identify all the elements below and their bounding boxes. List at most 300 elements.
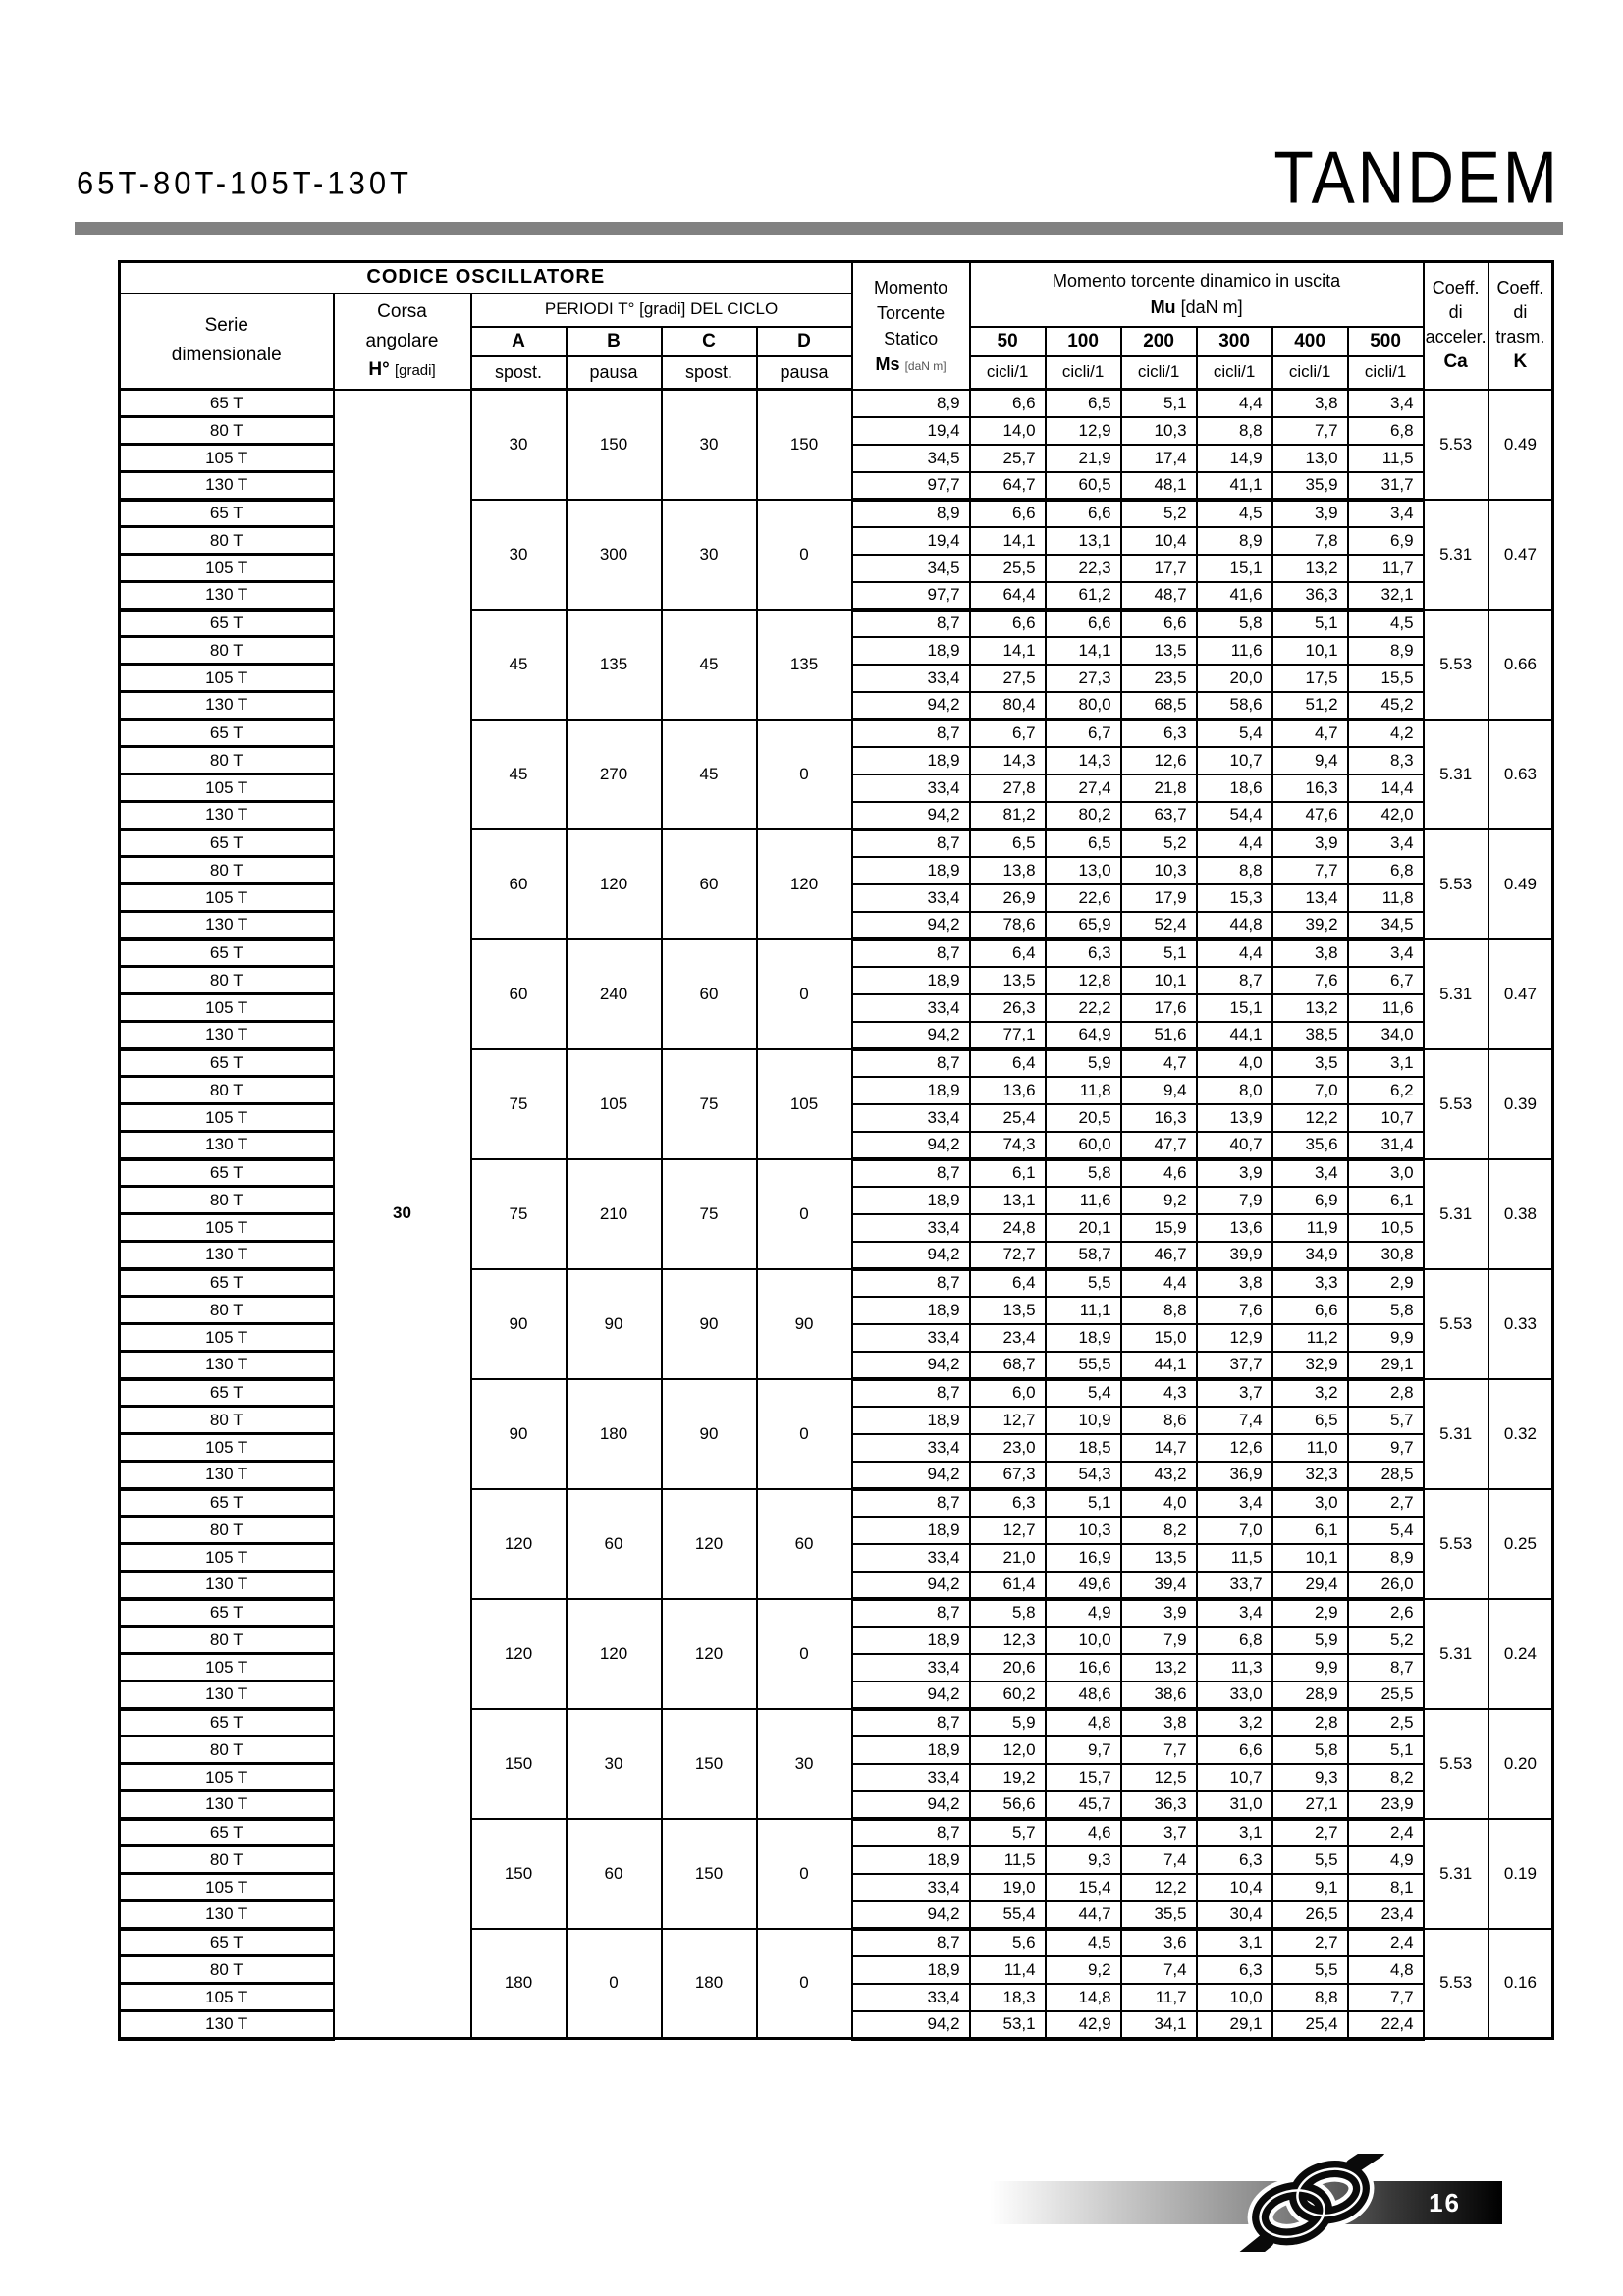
mu-value-300: 33,0 [1197,1682,1272,1709]
mu-value-50: 23,4 [970,1324,1046,1352]
mu-value-50: 13,1 [970,1187,1046,1214]
mu-value-50: 11,5 [970,1846,1046,1874]
corsa-line1: Corsa [377,301,427,323]
mu-value-500: 3,4 [1348,939,1424,967]
corsa-line2: angolare [365,330,439,351]
period-d-value: 0 [757,1599,852,1709]
ca-value: 5.53 [1424,1489,1488,1599]
header-serie-dimensionale [120,294,334,390]
k-symbol: K [1513,351,1528,373]
mu-value-200: 5,2 [1121,829,1197,857]
serie-label: 65 T [120,1929,334,1956]
mu-value-200: 5,2 [1121,500,1197,527]
ms-value: 8,9 [852,390,970,417]
serie-label: 130 T [120,1132,334,1159]
mu-value-100: 11,6 [1046,1187,1121,1214]
ms-value: 18,9 [852,1517,970,1544]
ms-value: 33,4 [852,1434,970,1462]
mu-value-200: 7,7 [1121,1736,1197,1764]
ms-value: 97,7 [852,472,970,500]
mu-title: Momento torcente dinamico in uscita [1053,270,1341,291]
mu-value-300: 10,7 [1197,1764,1272,1791]
mu-value-200: 15,0 [1121,1324,1197,1352]
ms-value: 8,7 [852,1489,970,1517]
mu-value-100: 54,3 [1046,1462,1121,1489]
serie-label: 65 T [120,1819,334,1846]
mu-value-300: 4,0 [1197,1049,1272,1077]
mu-value-300: 3,7 [1197,1379,1272,1407]
mu-value-500: 2,4 [1348,1819,1424,1846]
ms-value: 18,9 [852,1297,970,1324]
mu-value-400: 3,8 [1272,390,1348,417]
mu-value-500: 9,9 [1348,1324,1424,1352]
period-b-value: 120 [567,1599,662,1709]
k-value: 0.33 [1488,1269,1553,1379]
mu-value-500: 2,9 [1348,1269,1424,1297]
k-value: 0.39 [1488,1049,1553,1159]
mu-value-200: 7,9 [1121,1627,1197,1654]
mu-value-400: 26,5 [1272,1901,1348,1929]
period-a-value: 120 [471,1489,567,1599]
mu-value-100: 20,1 [1046,1214,1121,1242]
mu-value-200: 12,5 [1121,1764,1197,1791]
period-b-value: 135 [567,610,662,720]
mu-value-50: 11,4 [970,1956,1046,1984]
mu-value-500: 34,0 [1348,1022,1424,1049]
mu-value-50: 12,7 [970,1407,1046,1434]
ms-value: 8,7 [852,610,970,637]
mu-value-500: 5,7 [1348,1407,1424,1434]
header-period-a: A [471,327,567,356]
mu-value-200: 8,8 [1121,1297,1197,1324]
mu-value-400: 2,7 [1272,1819,1348,1846]
mu-value-100: 11,1 [1046,1297,1121,1324]
mu-value-500: 2,8 [1348,1379,1424,1407]
mu-value-400: 13,2 [1272,555,1348,582]
mu-value-500: 4,2 [1348,720,1424,747]
mu-value-100: 18,5 [1046,1434,1121,1462]
mu-value-200: 48,7 [1121,582,1197,610]
serie-label: 65 T [120,1049,334,1077]
ca-line1: Coeff. [1432,277,1480,297]
mu-value-500: 22,4 [1348,2011,1424,2039]
mu-value-100: 5,9 [1046,1049,1121,1077]
period-b-value: 180 [567,1379,662,1489]
serie-label: 130 T [120,1572,334,1599]
ms-value: 97,7 [852,582,970,610]
mu-value-300: 3,4 [1197,1489,1272,1517]
ms-value: 33,4 [852,1874,970,1901]
mu-value-100: 80,0 [1046,692,1121,720]
mu-value-400: 5,5 [1272,1956,1348,1984]
mu-value-100: 12,9 [1046,417,1121,445]
ms-value: 18,9 [852,637,970,665]
serie-label: 65 T [120,610,334,637]
mu-value-100: 49,6 [1046,1572,1121,1599]
mu-value-400: 7,6 [1272,967,1348,994]
mu-value-400: 2,7 [1272,1929,1348,1956]
serie-label: 105 T [120,994,334,1022]
ms-value: 94,2 [852,1022,970,1049]
mu-value-100: 4,5 [1046,1929,1121,1956]
mu-value-100: 5,8 [1046,1159,1121,1187]
mu-value-400: 13,4 [1272,884,1348,912]
ms-value: 33,4 [852,1324,970,1352]
mu-value-200: 35,5 [1121,1901,1197,1929]
mu-value-400: 2,8 [1272,1709,1348,1736]
mu-value-50: 67,3 [970,1462,1046,1489]
mu-value-100: 13,1 [1046,527,1121,555]
serie-label: 105 T [120,555,334,582]
mu-value-100: 42,9 [1046,2011,1121,2039]
mu-value-200: 3,7 [1121,1819,1197,1846]
brand-wordmark: TANDEM [1273,136,1560,220]
period-c-value: 90 [662,1269,757,1379]
ms-value: 19,4 [852,417,970,445]
mu-value-100: 6,3 [1046,939,1121,967]
mu-value-300: 15,1 [1197,555,1272,582]
period-a-value: 75 [471,1159,567,1269]
mu-value-200: 11,7 [1121,1984,1197,2011]
serie-label: 65 T [120,1599,334,1627]
k-value: 0.20 [1488,1709,1553,1819]
mu-value-50: 6,6 [970,500,1046,527]
ms-symbol-line [853,351,969,377]
serie-label: 80 T [120,857,334,884]
corsa-symbol-line [335,355,470,384]
period-b-value: 270 [567,720,662,829]
period-b-value: 120 [567,829,662,939]
mu-value-400: 9,1 [1272,1874,1348,1901]
header-period-d: D [757,327,852,356]
ms-value: 94,2 [852,1352,970,1379]
mu-value-400: 35,9 [1272,472,1348,500]
mu-value-400: 5,1 [1272,610,1348,637]
mu-value-500: 8,9 [1348,1544,1424,1572]
header-cicli-sub: cicli/1 [1348,356,1424,390]
period-c-value: 120 [662,1489,757,1599]
mu-value-200: 12,6 [1121,747,1197,774]
mu-value-200: 68,5 [1121,692,1197,720]
mu-value-500: 31,7 [1348,472,1424,500]
ms-value: 18,9 [852,747,970,774]
mu-value-400: 25,4 [1272,2011,1348,2039]
period-a-value: 45 [471,720,567,829]
mu-value-300: 58,6 [1197,692,1272,720]
mu-value-200: 38,6 [1121,1682,1197,1709]
mu-value-300: 4,5 [1197,500,1272,527]
period-d-value: 0 [757,939,852,1049]
mu-value-50: 77,1 [970,1022,1046,1049]
k-value: 0.25 [1488,1489,1553,1599]
serie-label: 130 T [120,1352,334,1379]
mu-value-100: 18,9 [1046,1324,1121,1352]
mu-value-200: 4,3 [1121,1379,1197,1407]
period-a-value: 180 [471,1929,567,2039]
mu-value-200: 17,9 [1121,884,1197,912]
period-c-value: 150 [662,1819,757,1929]
mu-value-500: 3,1 [1348,1049,1424,1077]
serie-label: 65 T [120,829,334,857]
ms-value: 33,4 [852,1984,970,2011]
header-cicli-sub: cicli/1 [970,356,1046,390]
mu-value-200: 4,6 [1121,1159,1197,1187]
period-b-value: 60 [567,1819,662,1929]
mu-value-500: 30,8 [1348,1242,1424,1269]
mu-value-200: 17,7 [1121,555,1197,582]
period-a-value: 150 [471,1819,567,1929]
period-b-value: 240 [567,939,662,1049]
mu-value-100: 55,5 [1046,1352,1121,1379]
mu-value-200: 17,4 [1121,445,1197,472]
mu-value-500: 31,4 [1348,1132,1424,1159]
page-number: 16 [1429,2188,1461,2217]
mu-value-400: 3,8 [1272,939,1348,967]
mu-symbol-line [971,294,1423,321]
ms-value: 33,4 [852,1764,970,1791]
serie-label: 80 T [120,747,334,774]
knot-logo-icon [1225,2154,1398,2252]
serie-label: 80 T [120,1956,334,1984]
mu-value-300: 8,9 [1197,527,1272,555]
mu-value-300: 10,0 [1197,1984,1272,2011]
mu-value-200: 10,3 [1121,417,1197,445]
ms-value: 94,2 [852,1791,970,1819]
period-d-value: 0 [757,1159,852,1269]
mu-value-500: 3,4 [1348,829,1424,857]
mu-value-200: 5,1 [1121,390,1197,417]
mu-value-500: 8,7 [1348,1654,1424,1682]
period-a-value: 75 [471,1049,567,1159]
mu-value-500: 11,5 [1348,445,1424,472]
mu-value-500: 26,0 [1348,1572,1424,1599]
mu-value-50: 25,5 [970,555,1046,582]
mu-value-500: 8,9 [1348,637,1424,665]
mu-value-500: 6,8 [1348,857,1424,884]
k-value: 0.16 [1488,1929,1553,2039]
serie-line2: dimensionale [171,345,282,366]
mu-value-200: 10,4 [1121,527,1197,555]
mu-value-300: 18,6 [1197,774,1272,802]
mu-value-100: 64,9 [1046,1022,1121,1049]
mu-value-50: 13,8 [970,857,1046,884]
ca-value: 5.31 [1424,720,1488,829]
header-cicli-sub: cicli/1 [1121,356,1197,390]
period-b-value: 150 [567,390,662,500]
serie-label: 105 T [120,445,334,472]
period-d-value: 0 [757,1819,852,1929]
mu-value-200: 7,4 [1121,1956,1197,1984]
mu-value-400: 6,6 [1272,1297,1348,1324]
mu-value-200: 48,1 [1121,472,1197,500]
period-a-value: 60 [471,829,567,939]
mu-value-50: 23,0 [970,1434,1046,1462]
mu-value-50: 13,6 [970,1077,1046,1104]
mu-value-400: 29,4 [1272,1572,1348,1599]
mu-value-200: 63,7 [1121,802,1197,829]
k-line1: Coeff. [1496,277,1544,297]
mu-value-100: 61,2 [1046,582,1121,610]
mu-value-500: 11,8 [1348,884,1424,912]
mu-value-400: 5,9 [1272,1627,1348,1654]
mu-value-50: 26,9 [970,884,1046,912]
mu-value-300: 8,8 [1197,417,1272,445]
header-coeff-ca [1424,262,1488,390]
mu-value-50: 64,4 [970,582,1046,610]
mu-value-50: 5,7 [970,1819,1046,1846]
mu-value-400: 10,1 [1272,637,1348,665]
mu-value-500: 6,2 [1348,1077,1424,1104]
ms-unit: [daN m] [904,358,947,373]
serie-label: 80 T [120,1187,334,1214]
mu-value-400: 13,2 [1272,994,1348,1022]
serie-label: 130 T [120,1682,334,1709]
mu-value-400: 16,3 [1272,774,1348,802]
mu-value-50: 5,6 [970,1929,1046,1956]
serie-label: 80 T [120,1627,334,1654]
table-row [120,390,1553,417]
mu-value-500: 8,1 [1348,1874,1424,1901]
mu-value-100: 48,6 [1046,1682,1121,1709]
mu-value-400: 32,9 [1272,1352,1348,1379]
header-cicli-sub: cicli/1 [1272,356,1348,390]
mu-value-200: 43,2 [1121,1462,1197,1489]
mu-value-300: 41,6 [1197,582,1272,610]
mu-value-100: 5,5 [1046,1269,1121,1297]
mu-value-400: 51,2 [1272,692,1348,720]
mu-value-500: 9,7 [1348,1434,1424,1462]
ca-value: 5.53 [1424,1929,1488,2039]
header-period-a-sub: spost. [471,356,567,390]
period-d-value: 135 [757,610,852,720]
mu-value-50: 19,0 [970,1874,1046,1901]
serie-label: 105 T [120,1544,334,1572]
mu-value-300: 44,1 [1197,1022,1272,1049]
period-a-value: 120 [471,1599,567,1709]
mu-value-200: 16,3 [1121,1104,1197,1132]
mu-value-400: 10,1 [1272,1544,1348,1572]
mu-value-50: 27,5 [970,665,1046,692]
k-value: 0.66 [1488,610,1553,720]
ms-value: 94,2 [852,1572,970,1599]
serie-label: 105 T [120,1984,334,2011]
serie-label: 130 T [120,1791,334,1819]
mu-value-500: 45,2 [1348,692,1424,720]
mu-value-50: 6,4 [970,1049,1046,1077]
mu-value-200: 5,1 [1121,939,1197,967]
mu-value-100: 22,3 [1046,555,1121,582]
mu-value-50: 21,0 [970,1544,1046,1572]
mu-value-400: 6,9 [1272,1187,1348,1214]
mu-value-50: 6,1 [970,1159,1046,1187]
mu-value-300: 8,7 [1197,967,1272,994]
mu-value-200: 10,3 [1121,857,1197,884]
mu-value-50: 80,4 [970,692,1046,720]
mu-value-500: 4,9 [1348,1846,1424,1874]
mu-value-300: 6,8 [1197,1627,1272,1654]
ms-value: 8,7 [852,829,970,857]
mu-value-300: 40,7 [1197,1132,1272,1159]
mu-value-500: 6,1 [1348,1187,1424,1214]
ms-value: 33,4 [852,1104,970,1132]
period-d-value: 60 [757,1489,852,1599]
mu-value-200: 34,1 [1121,2011,1197,2039]
header-cicli-50: 50 [970,327,1046,356]
period-d-value: 0 [757,1929,852,2039]
k-value: 0.47 [1488,939,1553,1049]
mu-value-100: 14,1 [1046,637,1121,665]
mu-value-50: 81,2 [970,802,1046,829]
mu-value-50: 12,7 [970,1517,1046,1544]
mu-value-50: 61,4 [970,1572,1046,1599]
mu-value-50: 14,1 [970,637,1046,665]
header-momento-dinamico [970,262,1424,327]
mu-value-100: 15,4 [1046,1874,1121,1901]
momento-statico-line2: Torcente [877,302,946,323]
period-c-value: 30 [662,390,757,500]
mu-value-50: 14,0 [970,417,1046,445]
mu-value-300: 8,0 [1197,1077,1272,1104]
mu-value-300: 15,1 [1197,994,1272,1022]
mu-value-200: 47,7 [1121,1132,1197,1159]
period-c-value: 75 [662,1049,757,1159]
mu-value-300: 4,4 [1197,829,1272,857]
mu-value-50: 20,6 [970,1654,1046,1682]
oscillator-spec-table [118,260,1554,2041]
h-unit: [gradi] [394,362,436,380]
mu-value-500: 5,4 [1348,1517,1424,1544]
ca-value: 5.31 [1424,500,1488,610]
serie-label: 105 T [120,1214,334,1242]
ms-value: 8,7 [852,1159,970,1187]
mu-value-300: 3,1 [1197,1819,1272,1846]
mu-value-500: 10,7 [1348,1104,1424,1132]
ms-value: 33,4 [852,994,970,1022]
mu-value-400: 39,2 [1272,912,1348,939]
mu-value-200: 17,6 [1121,994,1197,1022]
mu-value-50: 74,3 [970,1132,1046,1159]
mu-value-500: 23,9 [1348,1791,1424,1819]
mu-value-500: 32,1 [1348,582,1424,610]
mu-value-50: 13,5 [970,1297,1046,1324]
mu-value-200: 9,4 [1121,1077,1197,1104]
period-c-value: 45 [662,610,757,720]
period-c-value: 150 [662,1709,757,1819]
header-cicli-400: 400 [1272,327,1348,356]
mu-value-300: 11,6 [1197,637,1272,665]
serie-label: 80 T [120,637,334,665]
mu-value-50: 60,2 [970,1682,1046,1709]
mu-value-300: 15,3 [1197,884,1272,912]
mu-value-50: 13,5 [970,967,1046,994]
mu-value-300: 12,6 [1197,1434,1272,1462]
k-value: 0.32 [1488,1379,1553,1489]
serie-label: 105 T [120,774,334,802]
mu-value-300: 33,7 [1197,1572,1272,1599]
mu-value-200: 21,8 [1121,774,1197,802]
serie-label: 80 T [120,527,334,555]
mu-value-400: 17,5 [1272,665,1348,692]
ms-value: 19,4 [852,527,970,555]
mu-value-400: 28,9 [1272,1682,1348,1709]
ms-value: 18,9 [852,1956,970,1984]
ms-value: 94,2 [852,1901,970,1929]
mu-value-400: 3,5 [1272,1049,1348,1077]
mu-value-200: 15,9 [1121,1214,1197,1242]
mu-value-300: 36,9 [1197,1462,1272,1489]
ms-value: 8,7 [852,720,970,747]
period-b-value: 105 [567,1049,662,1159]
